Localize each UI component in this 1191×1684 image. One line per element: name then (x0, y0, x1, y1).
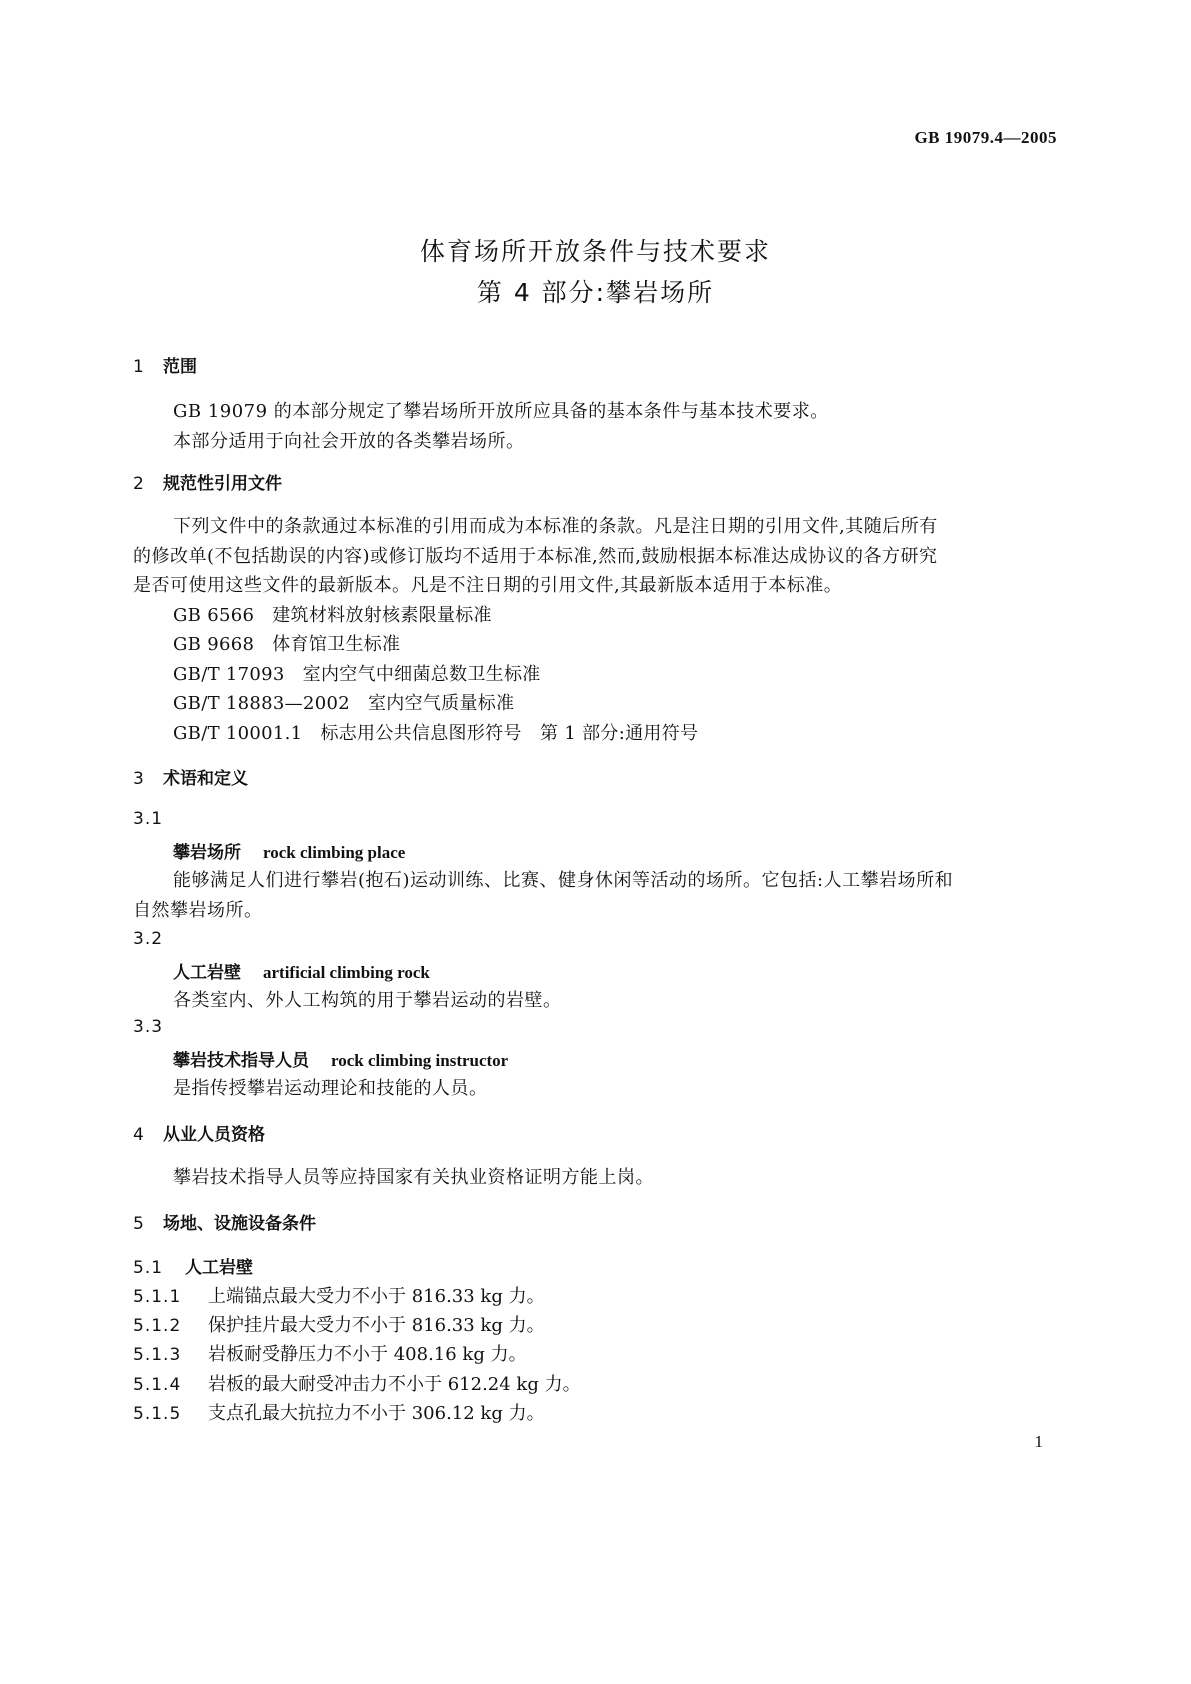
term-number: 3.2 (133, 929, 164, 949)
term-chinese: 人工岩壁 (173, 963, 241, 983)
section-heading-terms (133, 764, 248, 789)
references-paragraph-line-1: 下列文件中的条款通过本标准的引用而成为本标准的条款。凡是注日期的引用文件,其随后所有 (173, 516, 938, 537)
clause-text: 岩板的最大耐受冲击力不小于 612.24 kg 力。 (208, 1374, 581, 1395)
subsection-number: 5.1 (133, 1258, 164, 1278)
clause-text: 上端锚点最大受力不小于 816.33 kg 力。 (208, 1286, 545, 1307)
reference-title: 建筑材料放射核素限量标准 (272, 605, 492, 626)
document-title: 体育场所开放条件与技术要求 (419, 237, 771, 266)
subsection-title: 人工岩壁 (185, 1258, 253, 1278)
reference-code: GB/T 18883—2002 (173, 693, 350, 714)
reference-code: GB 6566 (173, 605, 255, 626)
clause-item (133, 1311, 545, 1337)
term-definition-line-1: 各类室内、外人工构筑的用于攀岩运动的岩壁。 (173, 990, 562, 1011)
term-number: 3.1 (133, 809, 164, 829)
term-english: artificial climbing rock (263, 963, 430, 982)
section-number: 1 (133, 357, 144, 377)
section-heading-normative-references (133, 469, 282, 494)
term-definition-line-1: 是指传授攀岩运动理论和技能的人员。 (173, 1078, 488, 1099)
reference-item (173, 660, 541, 686)
section-title: 场地、设施设备条件 (163, 1214, 316, 1234)
reference-title: 标志用公共信息图形符号 第 1 部分:通用符号 (320, 723, 699, 744)
term-number: 3.3 (133, 1017, 164, 1037)
section-title: 范围 (163, 357, 197, 377)
term-definition-line-2: 自然攀岩场所。 (133, 900, 263, 921)
section-title: 术语和定义 (163, 769, 248, 789)
term-entry (173, 1046, 508, 1071)
reference-title: 室内空气质量标准 (367, 693, 515, 714)
subsection-heading (133, 1253, 253, 1278)
section-heading-scope (133, 352, 197, 377)
reference-code: GB/T 10001.1 (173, 723, 303, 744)
clause-item (133, 1370, 581, 1396)
section-heading-personnel (133, 1120, 265, 1145)
term-english: rock climbing place (263, 843, 406, 862)
references-paragraph-line-2: 的修改单(不包括勘误的内容)或修订版均不适用于本标准,然而,鼓励根据本标准达成协议的各方研究 (133, 546, 938, 567)
term-english: rock climbing instructor (331, 1051, 509, 1070)
clause-text: 岩板耐受静压力不小于 408.16 kg 力。 (208, 1344, 527, 1365)
reference-title: 室内空气中细菌总数卫生标准 (302, 664, 541, 685)
clause-number: 5.1.1 (133, 1287, 182, 1307)
section-title: 规范性引用文件 (163, 474, 282, 494)
personnel-paragraph: 攀岩技术指导人员等应持国家有关执业资格证明方能上岗。 (173, 1167, 654, 1188)
page-number: 1 (1034, 1432, 1043, 1451)
reference-code: GB/T 17093 (173, 664, 285, 685)
reference-title: 体育馆卫生标准 (272, 634, 401, 655)
reference-item (173, 630, 400, 656)
section-number: 2 (133, 474, 144, 494)
scope-paragraph-1: GB 19079 的本部分规定了攀岩场所开放所应具备的基本条件与基本技术要求。 (173, 401, 829, 422)
reference-item (173, 719, 698, 745)
reference-item (173, 689, 514, 715)
reference-item (173, 601, 492, 627)
term-entry (173, 838, 405, 863)
clause-number: 5.1.4 (133, 1375, 182, 1395)
clause-item (133, 1340, 527, 1366)
clause-number: 5.1.5 (133, 1404, 182, 1424)
clause-item (133, 1399, 545, 1425)
term-entry (173, 958, 430, 983)
section-title: 从业人员资格 (163, 1125, 265, 1145)
clause-number: 5.1.3 (133, 1345, 182, 1365)
term-definition-line-1: 能够满足人们进行攀岩(抱石)运动训练、比赛、健身休闲等活动的场所。它包括:人工攀岩场所和 (173, 870, 954, 891)
standard-number: GB 19079.4—2005 (914, 128, 1057, 147)
document-subtitle: 第 4 部分:攀岩场所 (476, 278, 715, 307)
reference-code: GB 9668 (173, 634, 255, 655)
scope-paragraph-2: 本部分适用于向社会开放的各类攀岩场所。 (173, 431, 525, 452)
section-number: 4 (133, 1125, 144, 1145)
clause-text: 支点孔最大抗拉力不小于 306.12 kg 力。 (208, 1403, 545, 1424)
term-chinese: 攀岩技术指导人员 (173, 1051, 309, 1071)
clause-text: 保护挂片最大受力不小于 816.33 kg 力。 (208, 1315, 545, 1336)
section-number: 3 (133, 769, 144, 789)
term-chinese: 攀岩场所 (173, 843, 241, 863)
references-paragraph-line-3: 是否可使用这些文件的最新版本。凡是不注日期的引用文件,其最新版本适用于本标准。 (133, 575, 843, 596)
clause-number: 5.1.2 (133, 1316, 182, 1336)
clause-item (133, 1282, 545, 1308)
section-number: 5 (133, 1214, 144, 1234)
section-heading-facilities (133, 1209, 316, 1234)
